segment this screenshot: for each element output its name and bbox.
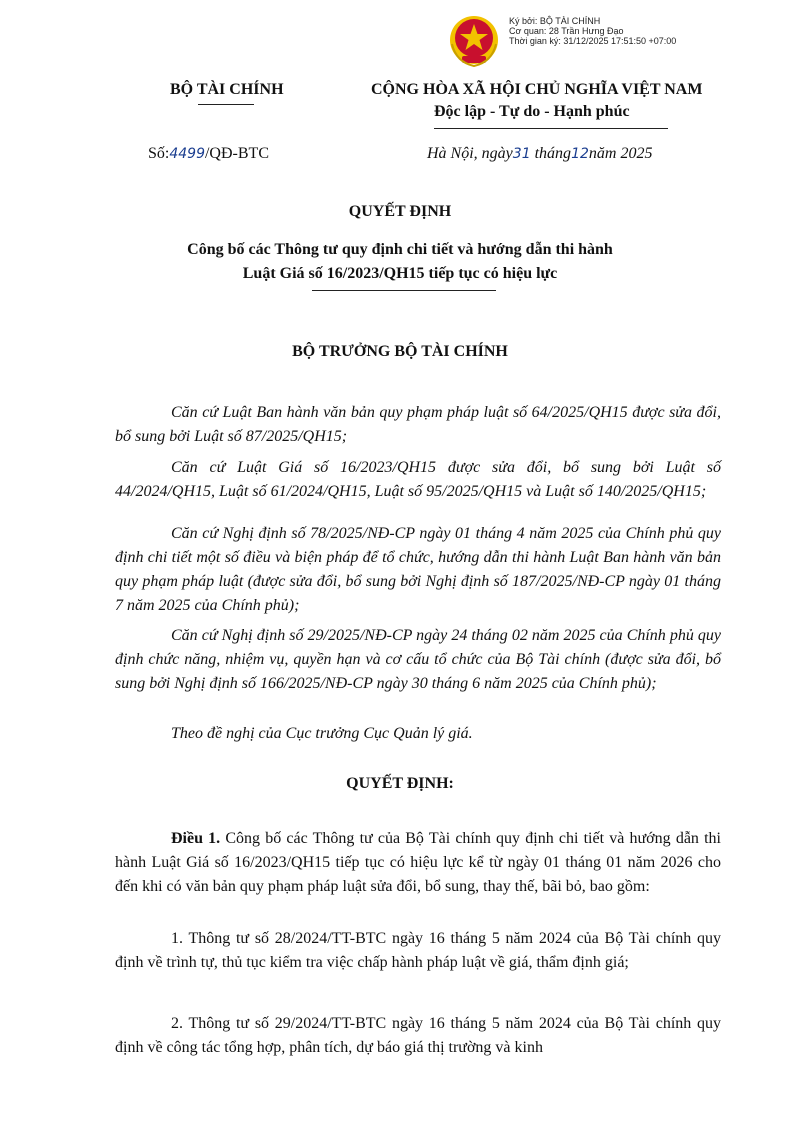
subtitle-line-2: Luật Giá số 16/2023/QH15 tiếp tục có hiệu lực — [242, 265, 558, 282]
date-place: Hà Nội, ngày — [427, 145, 513, 162]
preamble-paragraph: Theo đề nghị của Cục trưởng Cục Quản lý giá. — [171, 725, 473, 742]
national-title: CỘNG HÒA XÃ HỘI CHỦ NGHĨA VIỆT NAM — [371, 81, 703, 98]
article-1-text: Công bố các Thông tư của Bộ Tài chính quy định chi tiết và hướng dẫn thi hành Luật Giá số 16/2023/QH15 tiếp tục có hiệu lực kể từ ngày 01 tháng 01 năm 2026 cho đến khi có văn bản quy phạm pháp luật sửa đổi, bổ sung, thay thế, bãi bỏ, bao gồm: — [115, 830, 722, 895]
date-month-label: tháng — [534, 145, 572, 162]
subtitle-underline — [312, 290, 496, 291]
date-day-handwritten: 31 — [512, 146, 531, 162]
document-title: QUYẾT ĐỊNH — [348, 203, 452, 220]
article-1 — [115, 827, 721, 899]
document-subtitle — [0, 238, 800, 286]
decision-heading: QUYẾT ĐỊNH: — [346, 775, 454, 792]
national-motto: Độc lập - Tự do - Hạnh phúc — [434, 103, 630, 120]
digital-signature-info — [509, 16, 676, 46]
doc-number-handwritten: 4499 — [169, 146, 205, 162]
subtitle-line-1: Công bố các Thông tư quy định chi tiết và hướng dẫn thi hành — [187, 241, 613, 258]
issue-date — [427, 145, 652, 163]
issuing-agency: BỘ TÀI CHÍNH — [170, 81, 284, 98]
national-emblem-icon — [448, 14, 500, 68]
date-year: năm 2025 — [588, 145, 653, 162]
doc-number-suffix: /QĐ-BTC — [204, 145, 269, 162]
signature-signer: Ký bởi: BỘ TÀI CHÍNH — [509, 16, 601, 26]
article-1-label: Điều 1. — [171, 830, 221, 847]
preamble-paragraph: Căn cứ Luật Giá số 16/2023/QH15 được sửa đổi, bổ sung bởi Luật số 44/2024/QH15, Luật số 61/2024/QH15, Luật số 95/2025/QH15 và Luật số 140/2025/QH15; — [115, 459, 721, 500]
list-item: 1. Thông tư số 28/2024/TT-BTC ngày 16 tháng 5 năm 2024 của Bộ Tài chính quy định về trình tự, thủ tục kiểm tra việc chấp hành pháp luật về giá, thẩm định giá; — [115, 930, 721, 971]
list-item: 2. Thông tư số 29/2024/TT-BTC ngày 16 tháng 5 năm 2024 của Bộ Tài chính quy định về công tác tổng hợp, phân tích, dự báo giá thị trường và kinh — [115, 1015, 721, 1056]
signature-time: Thời gian ký: 31/12/2025 17:51:50 +07:00 — [509, 36, 677, 46]
preamble-paragraph: Căn cứ Nghị định số 78/2025/NĐ-CP ngày 01 tháng 4 năm 2025 của Chính phủ quy định chi tiết một số điều và biện pháp để tổ chức, hướng dẫn thi hành Luật Ban hành văn bản quy phạm pháp luật (được sửa đổi, bổ sung bởi Nghị định số 187/2025/NĐ-CP ngày 01 tháng 7 năm 2025 của Chính phủ); — [115, 525, 721, 614]
preamble-paragraph: Căn cứ Luật Ban hành văn bản quy phạm pháp luật số 64/2025/QH15 được sửa đổi, bổ sung bởi Luật số 87/2025/QH15; — [115, 404, 721, 445]
agency-underline — [198, 104, 254, 105]
signature-organization: Cơ quan: 28 Trần Hưng Đạo — [509, 26, 624, 36]
doc-number-prefix: Số: — [148, 145, 170, 162]
document-number — [148, 145, 269, 163]
preamble-paragraph: Căn cứ Nghị định số 29/2025/NĐ-CP ngày 24 tháng 02 năm 2025 của Chính phủ quy định chức năng, nhiệm vụ, quyền hạn và cơ cấu tổ chức của Bộ Tài chính (được sửa đổi, bổ sung bởi Nghị định số 166/2025/NĐ-CP ngày 30 tháng 6 năm 2025 của Chính phủ); — [115, 627, 721, 692]
motto-underline — [434, 128, 668, 129]
issuing-authority: BỘ TRƯỞNG BỘ TÀI CHÍNH — [292, 343, 508, 360]
date-month-handwritten: 12 — [571, 146, 589, 162]
